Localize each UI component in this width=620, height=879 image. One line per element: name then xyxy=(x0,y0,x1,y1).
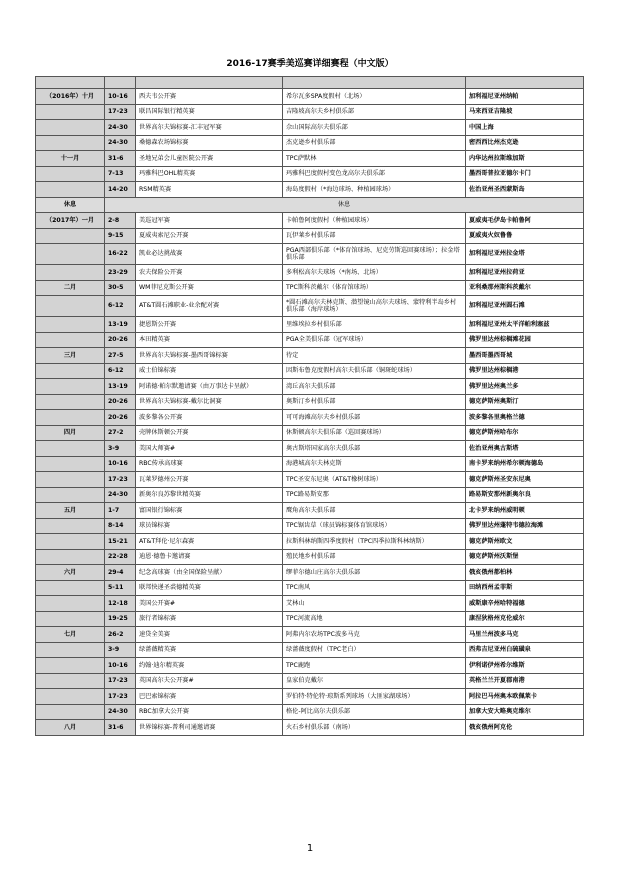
page-number: 1 xyxy=(306,843,314,854)
location-cell: 北卡罗来纳州威明顿 xyxy=(466,503,584,519)
month-cell xyxy=(36,596,105,612)
header-row xyxy=(36,77,584,89)
location-cell: 马来西亚吉隆坡 xyxy=(466,104,584,120)
date-cell: 6-12 xyxy=(105,363,136,379)
event-cell: 美巡冠军赛 xyxy=(136,213,283,229)
venue-cell: 待定 xyxy=(283,348,466,364)
month-cell xyxy=(36,441,105,457)
location-cell: 德克萨斯州沃斯堡 xyxy=(466,549,584,565)
date-cell: 24-30 xyxy=(105,135,136,151)
venue-cell: 殖民地乡村俱乐部 xyxy=(283,549,466,565)
location-cell: 德克萨斯州奥斯汀 xyxy=(466,394,584,410)
schedule-row xyxy=(36,658,584,674)
schedule-row xyxy=(36,456,584,472)
month-cell: 四月 xyxy=(36,425,105,441)
month-cell xyxy=(36,265,105,281)
schedule-row xyxy=(36,151,584,167)
month-cell xyxy=(36,658,105,674)
date-cell: 30-5 xyxy=(105,280,136,296)
event-cell: 桑德森农场锦标赛 xyxy=(136,135,283,151)
month-cell: 五月 xyxy=(36,503,105,519)
date-cell: 15-21 xyxy=(105,534,136,550)
location-cell: 中国上海 xyxy=(466,120,584,136)
event-cell: WM菲尼克斯公开赛 xyxy=(136,280,283,296)
schedule-row xyxy=(36,394,584,410)
event-cell: 富国银行锦标赛 xyxy=(136,503,283,519)
location-cell: 内华达州拉斯维加斯 xyxy=(466,151,584,167)
date-cell: 31-6 xyxy=(105,720,136,736)
schedule-row xyxy=(36,549,584,565)
month-cell xyxy=(36,317,105,333)
month-cell xyxy=(36,166,105,182)
event-cell: 世界高尔夫锦标赛-戴尔比洞赛 xyxy=(136,394,283,410)
month-cell: 八月 xyxy=(36,720,105,736)
month-cell xyxy=(36,135,105,151)
event-cell: 威士伯锦标赛 xyxy=(136,363,283,379)
schedule-row xyxy=(36,280,584,296)
venue-cell: 希尔瓦多SPA度假村（北场） xyxy=(283,89,466,105)
event-cell: 夏威夷索尼公开赛 xyxy=(136,228,283,244)
location-cell: 西弗吉尼亚州白硫磺泉 xyxy=(466,642,584,658)
schedule-row xyxy=(36,720,584,736)
venue-cell: *圆石滩高尔夫林克斯、潜望镜山高尔夫球场、蒙特利半岛乡村俱乐部（海岸球场） xyxy=(283,296,466,317)
schedule-row xyxy=(36,348,584,364)
venue-cell: TPC锯齿草（球员锦标赛体育馆球场） xyxy=(283,518,466,534)
location-cell: 德克萨斯州哈布尔 xyxy=(466,425,584,441)
date-cell: 24-30 xyxy=(105,487,136,503)
venue-cell: 杰克逊乡村俱乐部 xyxy=(283,135,466,151)
venue-cell: 绿蔷薇度假村（TPC老白） xyxy=(283,642,466,658)
schedule-row xyxy=(36,704,584,720)
date-cell: 24-30 xyxy=(105,704,136,720)
location-cell: 波多黎各里奥格兰德 xyxy=(466,410,584,426)
date-cell: 7-13 xyxy=(105,166,136,182)
schedule-row xyxy=(36,596,584,612)
month-cell: 十一月 xyxy=(36,151,105,167)
location-cell: 俄亥俄州都柏林 xyxy=(466,565,584,581)
event-cell: 巴巴索锦标赛 xyxy=(136,689,283,705)
location-cell: 加利福尼亚州拉荷亚 xyxy=(466,265,584,281)
schedule-table xyxy=(35,76,584,736)
location-cell: 威斯康辛州哈特福德 xyxy=(466,596,584,612)
location-cell: 密西西比州杰克逊 xyxy=(466,135,584,151)
date-cell: 13-19 xyxy=(105,317,136,333)
month-cell xyxy=(36,394,105,410)
location-cell: 佛罗里达州棕榈滩花园 xyxy=(466,332,584,348)
month-cell xyxy=(36,534,105,550)
event-cell: 美国公开赛# xyxy=(136,596,283,612)
event-cell: AT&T拜伦·尼尔森赛 xyxy=(136,534,283,550)
venue-cell: 拉斯科林纳斯四季度假村（TPC四季拉斯科林纳斯） xyxy=(283,534,466,550)
venue-cell: 艾林山 xyxy=(283,596,466,612)
date-cell: 10-16 xyxy=(105,89,136,105)
month-cell xyxy=(36,689,105,705)
schedule-row xyxy=(36,611,584,627)
schedule-row xyxy=(36,441,584,457)
month-cell: 三月 xyxy=(36,348,105,364)
schedule-row xyxy=(36,120,584,136)
event-cell: 农夫保险公开赛 xyxy=(136,265,283,281)
date-cell: 22-28 xyxy=(105,549,136,565)
venue-cell: TPC河流高地 xyxy=(283,611,466,627)
venue-cell: 鹰角高尔夫俱乐部 xyxy=(283,503,466,519)
location-cell: 德克萨斯州圣安东尼奥 xyxy=(466,472,584,488)
month-cell xyxy=(36,410,105,426)
event-cell: 球员锦标赛 xyxy=(136,518,283,534)
schedule-row xyxy=(36,135,584,151)
event-cell: 联昌国际银行精英赛 xyxy=(136,104,283,120)
event-cell: RBC传承高球赛 xyxy=(136,456,283,472)
date-cell: 17-23 xyxy=(105,689,136,705)
schedule-row xyxy=(36,534,584,550)
schedule-row xyxy=(36,472,584,488)
event-cell: 捷恩斯公开赛 xyxy=(136,317,283,333)
location-cell: 俄亥俄州阿克伦 xyxy=(466,720,584,736)
event-cell: 阿诺德·帕尔默邀请赛（由万事达卡呈献） xyxy=(136,379,283,395)
location-cell: 加利福尼亚州纳帕 xyxy=(466,89,584,105)
event-cell: 约翰·迪尔精英赛 xyxy=(136,658,283,674)
schedule-row xyxy=(36,565,584,581)
date-cell: 12-18 xyxy=(105,596,136,612)
date-cell: 19-25 xyxy=(105,611,136,627)
schedule-row xyxy=(36,317,584,333)
event-cell: RBC加拿大公开赛 xyxy=(136,704,283,720)
schedule-row xyxy=(36,89,584,105)
date-cell: 20-26 xyxy=(105,410,136,426)
venue-cell: TPC南风 xyxy=(283,580,466,596)
venue-cell: 佘山国际高尔夫俱乐部 xyxy=(283,120,466,136)
schedule-row xyxy=(36,265,584,281)
event-cell: 英国高尔夫公开赛# xyxy=(136,673,283,689)
month-cell xyxy=(36,456,105,472)
schedule-row xyxy=(36,518,584,534)
date-cell: 29-4 xyxy=(105,565,136,581)
date-cell: 2-8 xyxy=(105,213,136,229)
month-cell: （2017年）一月 xyxy=(36,213,105,229)
venue-cell: 罗伯特·特伦特·琼斯系列球场（大匪家湖球场） xyxy=(283,689,466,705)
event-cell: 凯业必达挑战赛 xyxy=(136,244,283,265)
location-cell: 加利福尼亚州圆石滩 xyxy=(466,296,584,317)
event-cell: 速贷全美赛 xyxy=(136,627,283,643)
schedule-body xyxy=(36,77,584,736)
month-cell xyxy=(36,472,105,488)
date-cell: 23-29 xyxy=(105,265,136,281)
month-cell xyxy=(36,363,105,379)
venue-cell: 火石乡村俱乐部（南场） xyxy=(283,720,466,736)
event-cell: 本田精英赛 xyxy=(136,332,283,348)
venue-cell: 奥古斯塔国家高尔夫俱乐部 xyxy=(283,441,466,457)
date-cell: 1-7 xyxy=(105,503,136,519)
month-cell xyxy=(36,228,105,244)
venue-cell: 玛雅科巴度假村变色龙高尔夫俱乐部 xyxy=(283,166,466,182)
date-cell: 16-22 xyxy=(105,244,136,265)
month-cell xyxy=(36,104,105,120)
schedule-row xyxy=(36,182,584,198)
schedule-row xyxy=(36,580,584,596)
month-cell: 七月 xyxy=(36,627,105,643)
month-cell xyxy=(36,120,105,136)
venue-cell: 缪菲尔德山庄高尔夫俱乐部 xyxy=(283,565,466,581)
rest-text: 休息 xyxy=(105,197,584,213)
date-cell: 17-23 xyxy=(105,104,136,120)
date-cell: 3-9 xyxy=(105,642,136,658)
event-cell: 西夫韦公开赛 xyxy=(136,89,283,105)
date-cell: 5-11 xyxy=(105,580,136,596)
month-cell xyxy=(36,549,105,565)
schedule-row xyxy=(36,379,584,395)
location-cell: 伊利诺伊州希尔维斯 xyxy=(466,658,584,674)
event-cell: 世界高尔夫锦标赛-墨西哥锦标赛 xyxy=(136,348,283,364)
venue-cell: PGA全美俱乐部（冠军球场） xyxy=(283,332,466,348)
schedule-row xyxy=(36,425,584,441)
event-cell: AT&T圆石滩职业-业余配对赛 xyxy=(136,296,283,317)
date-cell: 3-9 xyxy=(105,441,136,457)
location-cell: 佐治亚州奥古斯塔 xyxy=(466,441,584,457)
rest-row xyxy=(36,197,584,213)
schedule-row xyxy=(36,244,584,265)
date-cell: 14-20 xyxy=(105,182,136,198)
location-cell: 加利福尼亚州拉金塔 xyxy=(466,244,584,265)
location-cell: 佛罗里达州蓬特韦德拉海滩 xyxy=(466,518,584,534)
venue-cell: TPC路易斯安那 xyxy=(283,487,466,503)
location-cell: 南卡罗来纳州希尔顿海德岛 xyxy=(466,456,584,472)
schedule-row xyxy=(36,673,584,689)
month-cell: （2016年）十月 xyxy=(36,89,105,105)
venue-cell: 瓦伊莱乡村俱乐部 xyxy=(283,228,466,244)
month-cell xyxy=(36,704,105,720)
event-cell: 世界高尔夫锦标赛-汇丰冠军赛 xyxy=(136,120,283,136)
event-cell: 旅行者锦标赛 xyxy=(136,611,283,627)
venue-cell: 奥斯汀乡村俱乐部 xyxy=(283,394,466,410)
date-cell: 10-16 xyxy=(105,658,136,674)
location-cell: 德克萨斯州欧文 xyxy=(466,534,584,550)
location-cell: 加拿大安大略奥克维尔 xyxy=(466,704,584,720)
venue-cell: 里维埃拉乡村俱乐部 xyxy=(283,317,466,333)
date-cell: 8-14 xyxy=(105,518,136,534)
schedule-row xyxy=(36,104,584,120)
event-cell: 世界锦标赛-普利司通邀请赛 xyxy=(136,720,283,736)
venue-cell: TPC斯科茨戴尔（体育馆球场） xyxy=(283,280,466,296)
schedule-row xyxy=(36,689,584,705)
location-cell: 路易斯安那州新奥尔良 xyxy=(466,487,584,503)
location-cell: 佛罗里达州棕榈港 xyxy=(466,363,584,379)
date-cell: 20-26 xyxy=(105,332,136,348)
date-cell: 13-19 xyxy=(105,379,136,395)
location-cell: 夏威夷火奴鲁鲁 xyxy=(466,228,584,244)
schedule-row xyxy=(36,410,584,426)
venue-cell: TPC鹿跑 xyxy=(283,658,466,674)
schedule-row xyxy=(36,213,584,229)
month-cell xyxy=(36,580,105,596)
location-cell: 阿拉巴马州奥本欧佩莱卡 xyxy=(466,689,584,705)
date-cell: 27-5 xyxy=(105,348,136,364)
event-cell: 圣地兄弟会儿童医院公开赛 xyxy=(136,151,283,167)
schedule-row xyxy=(36,166,584,182)
event-cell: 玛雅科巴OHL精英赛 xyxy=(136,166,283,182)
venue-cell: 因斯布鲁克度假村高尔夫俱乐部（铜斑蛇球场） xyxy=(283,363,466,379)
venue-cell: 海岛度假村（*海边球场、种植园球场） xyxy=(283,182,466,198)
venue-cell: 吉隆坡高尔夫乡村俱乐部 xyxy=(283,104,466,120)
date-cell: 31-6 xyxy=(105,151,136,167)
event-cell: 美国大师赛# xyxy=(136,441,283,457)
page-title: 2016-17赛季美巡赛详细赛程（中文版） xyxy=(226,59,394,69)
month-cell xyxy=(36,518,105,534)
event-cell: 瓦莱罗德州公开赛 xyxy=(136,472,283,488)
venue-cell: TPC萨默林 xyxy=(283,151,466,167)
event-cell: 迪恩·德鲁卡邀请赛 xyxy=(136,549,283,565)
date-cell: 20-26 xyxy=(105,394,136,410)
location-cell: 夏威夷毛伊岛卡帕鲁阿 xyxy=(466,213,584,229)
event-cell: 波多黎各公开赛 xyxy=(136,410,283,426)
schedule-row xyxy=(36,296,584,317)
month-cell xyxy=(36,487,105,503)
location-cell: 加利福尼亚州太平洋帕利塞兹 xyxy=(466,317,584,333)
month-cell xyxy=(36,332,105,348)
location-cell: 佐治亚州圣西蒙斯岛 xyxy=(466,182,584,198)
event-cell: 绿蔷薇精英赛 xyxy=(136,642,283,658)
location-cell: 田纳西州孟菲斯 xyxy=(466,580,584,596)
schedule-row xyxy=(36,627,584,643)
date-cell: 17-23 xyxy=(105,673,136,689)
schedule-row xyxy=(36,228,584,244)
location-cell: 亚利桑那州斯科茨戴尔 xyxy=(466,280,584,296)
venue-cell: 卡帕鲁阿度假村（种植园球场） xyxy=(283,213,466,229)
schedule-row xyxy=(36,503,584,519)
month-cell xyxy=(36,642,105,658)
event-cell: 新奥尔良苏黎世精英赛 xyxy=(136,487,283,503)
rest-label: 休息 xyxy=(36,197,105,213)
date-cell: 10-16 xyxy=(105,456,136,472)
location-cell: 马里兰州波多马克 xyxy=(466,627,584,643)
event-cell: 壳牌休斯顿公开赛 xyxy=(136,425,283,441)
month-cell xyxy=(36,673,105,689)
month-cell xyxy=(36,182,105,198)
venue-cell: PGA西部俱乐部（*体育馆球场、尼克劳斯巡回赛球场）；拉金塔俱乐部 xyxy=(283,244,466,265)
date-cell: 24-30 xyxy=(105,120,136,136)
venue-cell: 阿弗内尔农场TPC波多马克 xyxy=(283,627,466,643)
location-cell: 佛罗里达州奥兰多 xyxy=(466,379,584,395)
venue-cell: 海港城高尔夫林克斯 xyxy=(283,456,466,472)
event-cell: 联邦快递圣裘德精英赛 xyxy=(136,580,283,596)
schedule-row xyxy=(36,363,584,379)
venue-cell: TPC圣安东尼奥（AT&T橡树球场） xyxy=(283,472,466,488)
venue-cell: 湾丘高尔夫俱乐部 xyxy=(283,379,466,395)
date-cell: 26-2 xyxy=(105,627,136,643)
venue-cell: 休斯顿高尔夫俱乐部（巡回赛球场） xyxy=(283,425,466,441)
schedule-row xyxy=(36,642,584,658)
month-cell: 六月 xyxy=(36,565,105,581)
date-cell: 27-2 xyxy=(105,425,136,441)
month-cell xyxy=(36,611,105,627)
date-cell: 9-15 xyxy=(105,228,136,244)
schedule-row xyxy=(36,332,584,348)
event-cell: RSM精英赛 xyxy=(136,182,283,198)
schedule-row xyxy=(36,487,584,503)
location-cell: 墨西哥普拉亚德尔卡门 xyxy=(466,166,584,182)
event-cell: 纪念高球赛（由全国保险呈献） xyxy=(136,565,283,581)
venue-cell: 皇家伯克戴尔 xyxy=(283,673,466,689)
date-cell: 6-12 xyxy=(105,296,136,317)
venue-cell: 可可海滩高尔夫乡村俱乐部 xyxy=(283,410,466,426)
month-cell xyxy=(36,244,105,265)
date-cell: 17-23 xyxy=(105,472,136,488)
location-cell: 康涅狄格州克伦威尔 xyxy=(466,611,584,627)
location-cell: 英格兰兰开夏郡南港 xyxy=(466,673,584,689)
location-cell: 墨西哥墨西哥城 xyxy=(466,348,584,364)
month-cell: 二月 xyxy=(36,280,105,296)
month-cell xyxy=(36,379,105,395)
month-cell xyxy=(36,296,105,317)
venue-cell: 多利松高尔夫球场（*南场、北场） xyxy=(283,265,466,281)
venue-cell: 格伦-阿比高尔夫俱乐部 xyxy=(283,704,466,720)
